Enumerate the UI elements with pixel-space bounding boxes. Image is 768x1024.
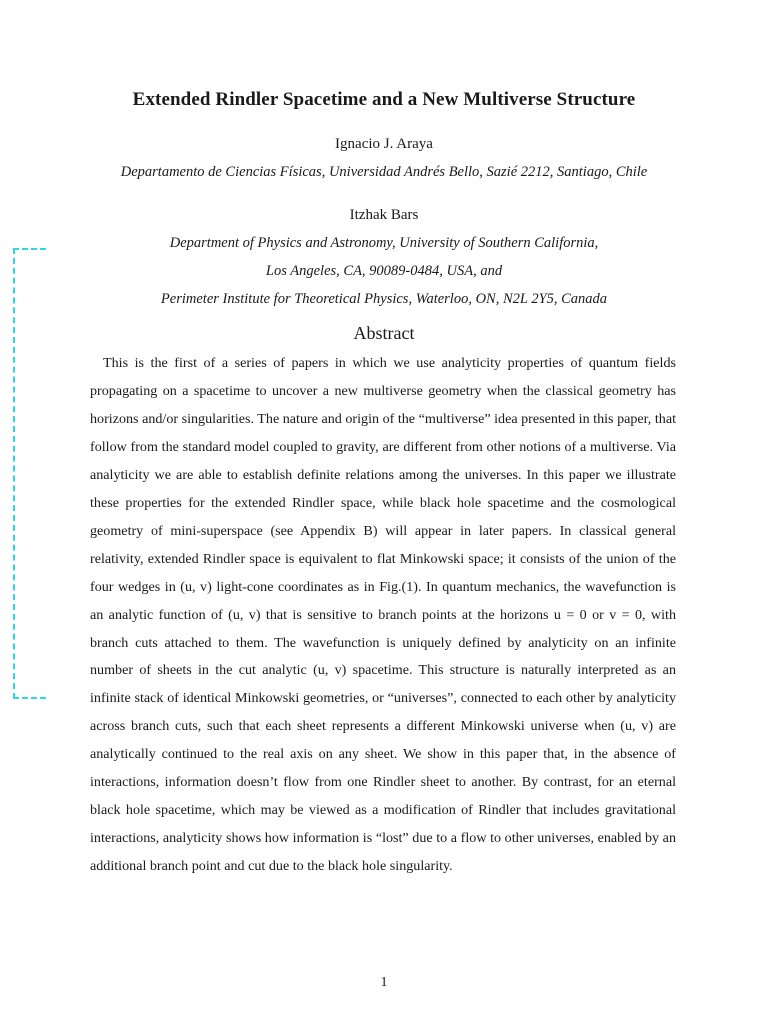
author-affiliation-1: Departamento de Ciencias Físicas, Universidad Andrés Bello, Sazié 2212, Santiago, Chile: [120, 164, 648, 180]
author-name-1: Ignacio J. Araya: [335, 136, 433, 152]
author-affiliation-2-line-2: Los Angeles, CA, 90089-0484, USA, and: [265, 263, 503, 279]
author-affiliation-2-line-1: Department of Physics and Astronomy, University of Southern California,: [169, 235, 599, 251]
abstract-heading: Abstract: [353, 323, 415, 343]
margin-selection-frame: [13, 248, 46, 699]
abstract-body: This is the first of a series of papers in which we use analyticity properties of quantum fields propagating on a spacetime to uncover a new multiverse geometry when the classical geometry has horizons and/or singularities. The nature and origin of the “multiverse” idea presented in this paper, that follow from the standard model coupled to gravity, are different from other notions of a multiverse. Via analyticity we are able to establish definite relations among the universes. In this paper we illustrate these properties for the extended Rindler space, while black hole spacetime and the cosmological geometry of mini-superspace (see Appendix B) will appear in later papers. In classical general relativity, extended Rindler space is equivalent to flat Minkowski space; it consists of the union of the four wedges in (u, v) light-cone coordinates as in Fig.(1). In quantum mechanics, the wavefunction is an analytic function of (u, v) that is sensitive to branch points at the horizons u = 0 or v = 0, with branch cuts attached to them. The wavefunction is uniquely defined by analyticity on an infinite number of sheets in the cut analytic (u, v) spacetime. This structure is naturally interpreted as an infinite stack of identical Minkowski geometries, or “universes”, connected to each other by analyticity across branch cuts, such that each sheet represents a different Minkowski universe when (u, v) are analytically continued to the real axis on any sheet. We show in this paper that, in the absence of interactions, information doesn’t flow from one Rindler sheet to another. By contrast, for an eternal black hole spacetime, which may be viewed as a modification of Rindler that includes gravitational interactions, analyticity shows how information is “lost” due to a flow to other universes, enabled by an additional branch point and cut due to the black hole singularity.: [90, 355, 676, 875]
author-name-2: Itzhak Bars: [349, 207, 419, 223]
page-number: 1: [380, 975, 388, 990]
paper-title: Extended Rindler Spacetime and a New Multiverse Structure: [132, 89, 636, 110]
author-affiliation-2-line-3: Perimeter Institute for Theoretical Physics, Waterloo, ON, N2L 2Y5, Canada: [160, 291, 608, 307]
